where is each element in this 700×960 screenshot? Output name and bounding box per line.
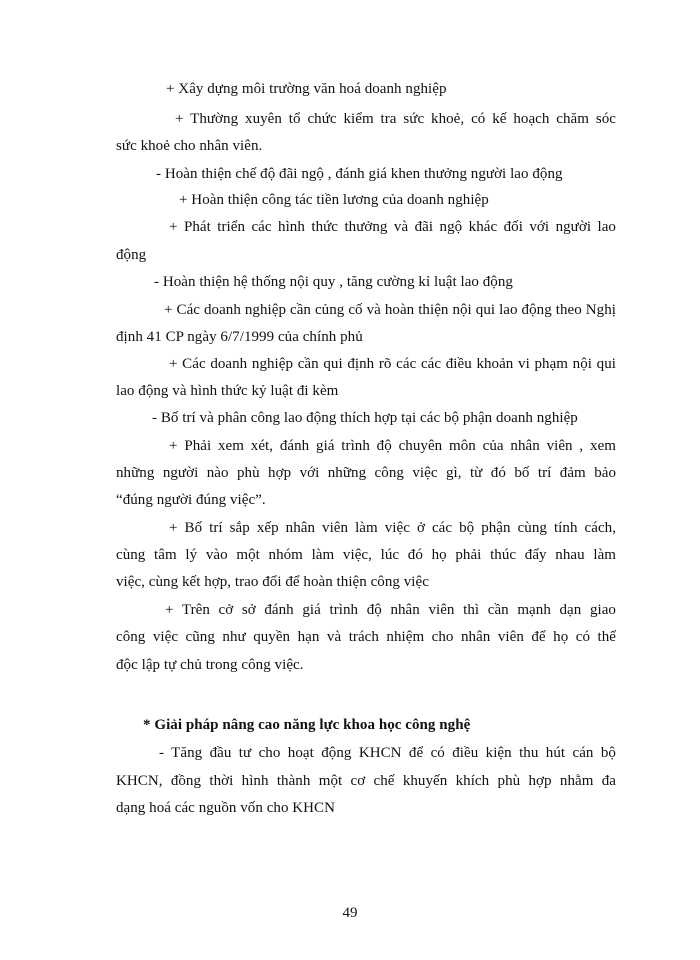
text-line: + Các doanh nghiệp cần củng cố và hoàn thiện nội qui lao động theo Nghị: [164, 302, 616, 318]
text-line: - Tăng đầu tư cho hoạt động KHCN để có điều kiện thu hút cán bộ: [159, 745, 616, 761]
text-line: định 41 CP ngày 6/7/1999 của chính phủ: [116, 329, 363, 345]
text-line: việc, cùng kết hợp, trao đổi để hoàn thiện công việc: [116, 574, 429, 590]
text-line: + Xây dựng môi trường văn hoá doanh nghiệp: [166, 81, 447, 97]
text-line: - Bố trí và phân công lao động thích hợp tại các bộ phận doanh nghiệp: [152, 410, 578, 426]
text-line: những người nào phù hợp với những công việc gì, từ đó bố trí đảm bảo: [116, 465, 616, 481]
section-heading: * Giải pháp nâng cao năng lực khoa học công nghệ: [143, 717, 471, 733]
text-line: + Thường xuyên tổ chức kiểm tra sức khoẻ, có kế hoạch chăm sóc: [175, 111, 616, 127]
text-line: độc lập tự chủ trong công việc.: [116, 657, 304, 673]
text-line: + Phải xem xét, đánh giá trình độ chuyên môn của nhân viên , xem: [169, 438, 616, 454]
text-line: lao động và hình thức kỷ luật đi kèm: [116, 383, 339, 399]
text-line: + Trên cở sở đánh giá trình độ nhân viên thì cần mạnh dạn giao: [165, 602, 616, 618]
text-line: - Hoàn thiện hệ thống nội quy , tăng cường kỉ luật lao động: [154, 274, 513, 290]
text-line: cùng tâm lý vào một nhóm làm việc, lúc đó họ phải thúc đẩy nhau làm: [116, 547, 616, 563]
text-line: “đúng người đúng việc”.: [116, 492, 266, 508]
text-line: + Bố trí sắp xếp nhân viên làm việc ở các bộ phận cùng tính cách,: [169, 520, 616, 536]
text-line: công việc cũng như quyền hạn và trách nhiệm cho nhân viên để họ có thể: [116, 629, 616, 645]
text-line: sức khoẻ cho nhân viên.: [116, 138, 263, 154]
text-line: + Hoàn thiện công tác tiền lương của doanh nghiệp: [179, 192, 489, 208]
text-line: + Các doanh nghiệp cần qui định rõ các các điều khoản vi phạm nội qui: [169, 356, 616, 372]
text-line: + Phát triển các hình thức thưởng và đãi ngộ khác đối với người lao: [169, 219, 616, 235]
page-number: 49: [342, 905, 358, 921]
text-line: động: [116, 247, 147, 263]
text-line: KHCN, đồng thời hình thành một cơ chế khuyến khích phù hợp nhằm đa: [116, 773, 616, 789]
text-line: - Hoàn thiện chế độ đãi ngộ , đánh giá khen thưởng người lao động: [156, 166, 563, 182]
text-line: dạng hoá các nguồn vốn cho KHCN: [116, 800, 335, 816]
